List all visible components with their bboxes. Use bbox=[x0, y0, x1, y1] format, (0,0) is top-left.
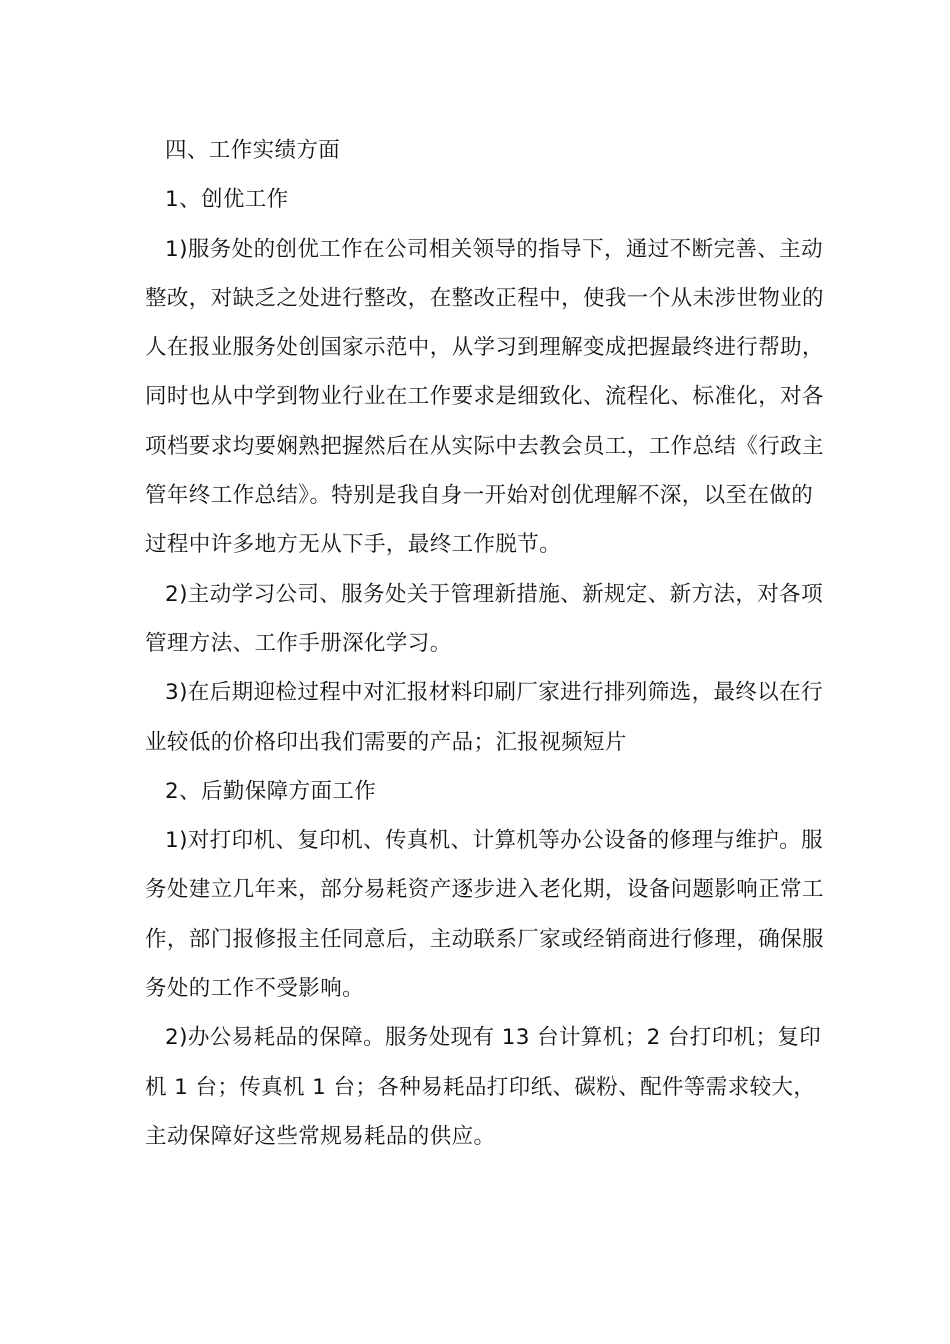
item1-paragraph-2: 2)主动学习公司、服务处关于管理新措施、新规定、新方法，对各项管理方法、工作手册深化学习。 bbox=[145, 581, 823, 656]
item1-paragraph-3: 3)在后期迎检过程中对汇报材料印刷厂家进行排列筛选，最终以在行业较低的价格印出我们需要的产品；汇报视频短片 bbox=[145, 680, 823, 755]
item2-paragraph-1: 1)对打印机、复印机、传真机、计算机等办公设备的修理与维护。服务处建立几年来，部分易耗资产逐步进入老化期，设备问题影响正常工作，部门报修报主任同意后，主动联系厂家或经销商进行修理，确保服务处的工作不受影响。 bbox=[145, 828, 824, 1002]
item1-heading: 1、创优工作 bbox=[165, 187, 289, 213]
section-heading: 四、工作实绩方面 bbox=[165, 138, 341, 163]
item1-paragraph-1: 1)服务处的创优工作在公司相关领导的指导下，通过不断完善、主动整改，对缺乏之处进行整改，在整改正程中，使我一个从未涉世物业的人在报业服务处创国家示范中，从学习到理解变成把握最终进行帮助，同时也从中学到物业行业在工作要求是细致化、流程化、标准化，对各项档要求均要娴熟把握然后在从实际中去教会员工，工作总结《行政主管年终工作总结》。特别是我自身一开始对创优理解不深，以至在做的过程中许多地方无从下手，最终工作脱节。 bbox=[145, 236, 824, 558]
item2-heading: 2、后勤保障方面工作 bbox=[165, 778, 377, 804]
document-body bbox=[145, 126, 825, 1161]
item2-paragraph-2: 2)办公易耗品的保障。服务处现有 13 台计算机；2 台打印机；复印机 1 台；传真机 1 台；各种易耗品打印纸、碳粉、配件等需求较大，主动保障好这些常规易耗品的供应。 bbox=[145, 1025, 822, 1149]
